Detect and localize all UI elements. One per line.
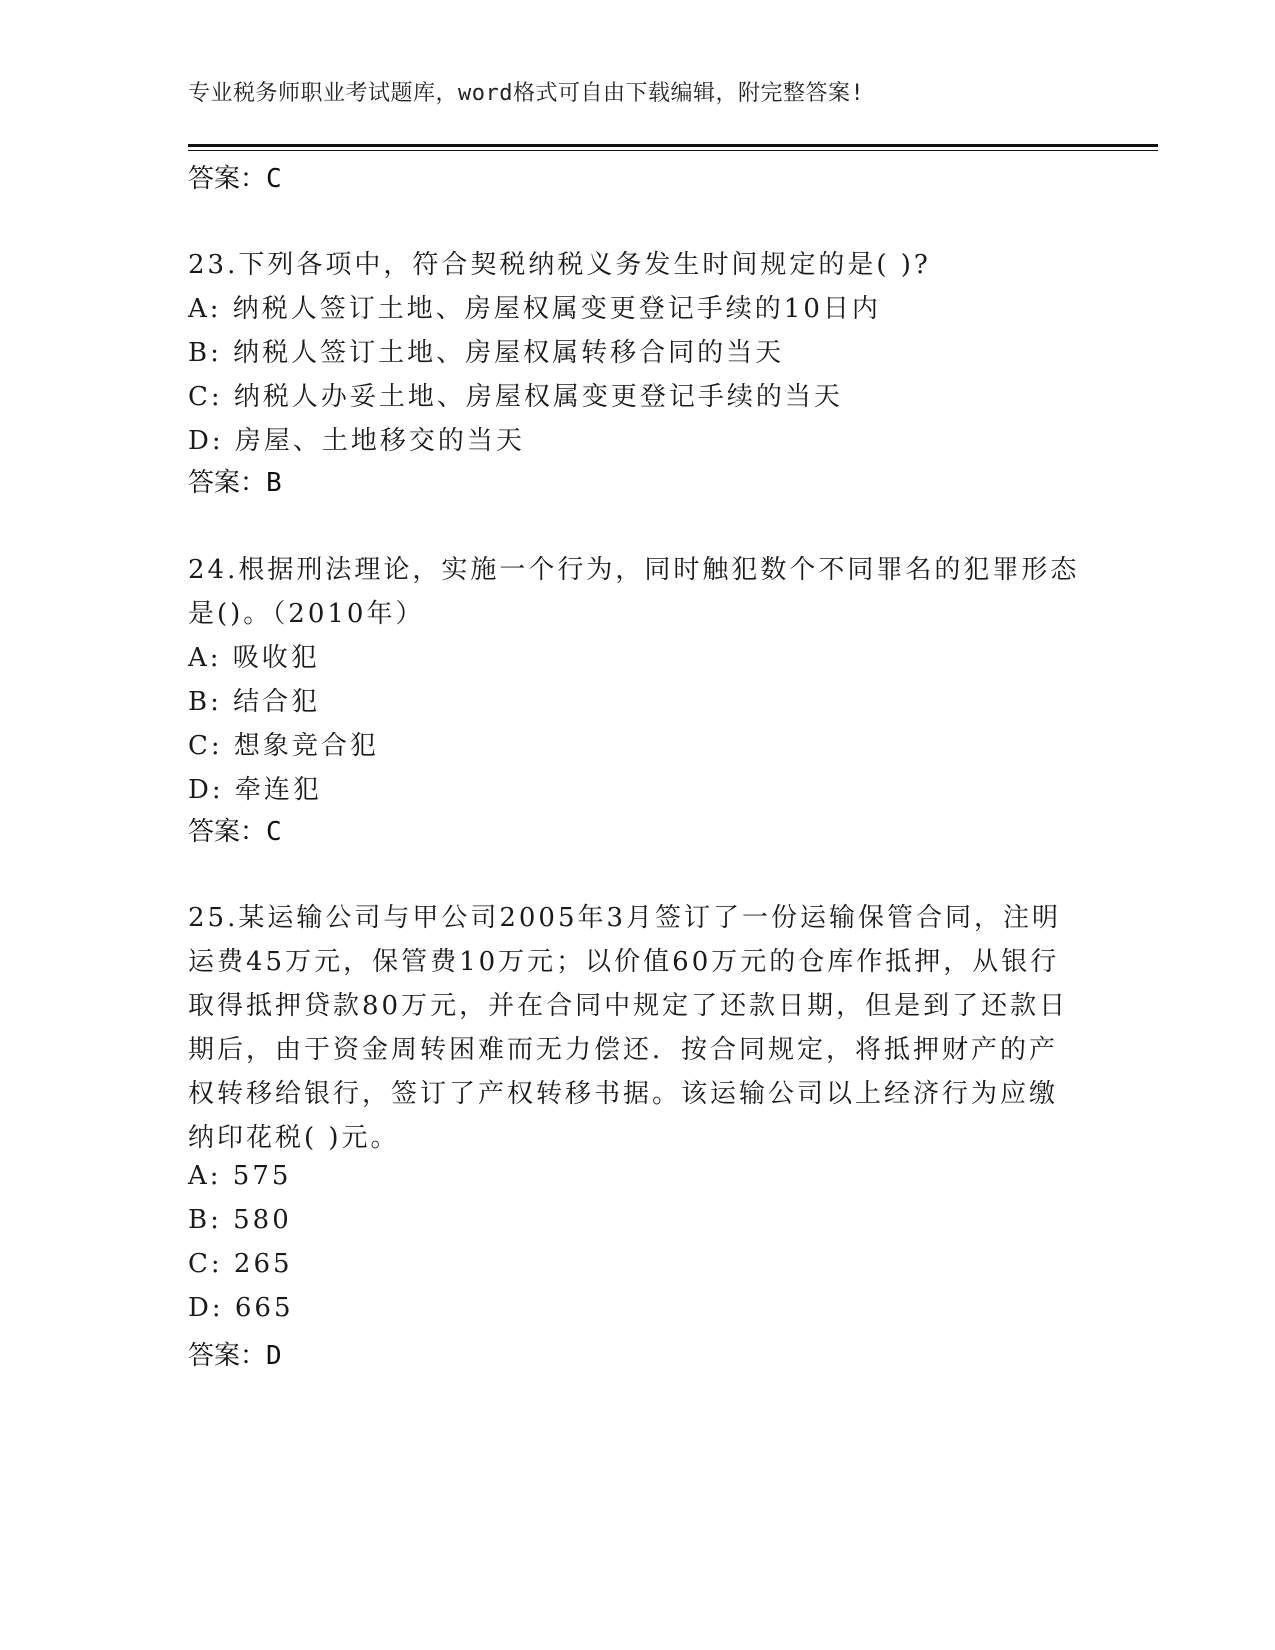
answer-value: C — [266, 164, 282, 194]
header-rule-thick — [188, 144, 1158, 147]
question-24-option-c: C: 想象竞合犯 — [188, 731, 379, 761]
question-25-stem-line-4: 期后，由于资金周转困难而无力偿还．按合同规定，将抵押财产的产 — [188, 1035, 1059, 1065]
answer-label: 答案： — [188, 164, 267, 194]
question-25-answer — [188, 1335, 282, 1372]
question-24-option-b: B: 结合犯 — [188, 687, 321, 717]
question-24-option-a: A: 吸收犯 — [188, 643, 320, 673]
question-25-stem-line-5: 权转移给银行，签订了产权转移书据。该运输公司以上经济行为应缴 — [188, 1079, 1059, 1109]
question-24-answer — [188, 811, 282, 848]
question-23-option-a: A: 纳税人签订土地、房屋权属变更登记手续的10日内 — [188, 294, 881, 324]
header-rule-thin — [188, 150, 1158, 151]
question-24-option-d: D: 牵连犯 — [188, 775, 322, 805]
question-25-option-d: D: 665 — [188, 1293, 294, 1323]
page-header: 专业税务师职业考试题库，word格式可自由下载编辑，附完整答案! — [188, 81, 865, 106]
answer-label: 答案： — [188, 1341, 267, 1371]
question-23-option-d: D: 房屋、土地移交的当天 — [188, 426, 525, 456]
answer-value: D — [266, 1341, 282, 1371]
question-25-option-b: B: 580 — [188, 1205, 292, 1235]
question-25-option-a: A: 575 — [188, 1161, 292, 1191]
question-25-stem-line-1: 25.某运输公司与甲公司2005年3月签订了一份运输保管合同，注明 — [188, 903, 1062, 933]
answer-value: B — [266, 468, 282, 498]
question-23-stem: 23.下列各项中，符合契税纳税义务发生时间规定的是( )? — [188, 250, 931, 280]
question-25-stem-line-2: 运费45万元，保管费10万元；以价值60万元的仓库作抵押，从银行 — [188, 947, 1060, 977]
answer-value: C — [266, 817, 282, 847]
question-25-stem-line-6: 纳印花税( )元。 — [188, 1123, 400, 1153]
answer-label: 答案： — [188, 817, 267, 847]
question-23-answer — [188, 462, 282, 499]
question-24-stem-line-1: 24.根据刑法理论，实施一个行为，同时触犯数个不同罪名的犯罪形态 — [188, 555, 1080, 585]
question-24-stem-line-2: 是()。（2010年） — [188, 599, 425, 629]
answer-label: 答案： — [188, 468, 267, 498]
question-23-option-b: B: 纳税人签订土地、房屋权属转移合同的当天 — [188, 338, 785, 368]
question-23-option-c: C: 纳税人办妥土地、房屋权属变更登记手续的当天 — [188, 382, 843, 412]
question-25-stem-line-3: 取得抵押贷款80万元，并在合同中规定了还款日期，但是到了还款日 — [188, 991, 1069, 1021]
question-25-option-c: C: 265 — [188, 1249, 293, 1279]
answer-line — [188, 158, 282, 195]
